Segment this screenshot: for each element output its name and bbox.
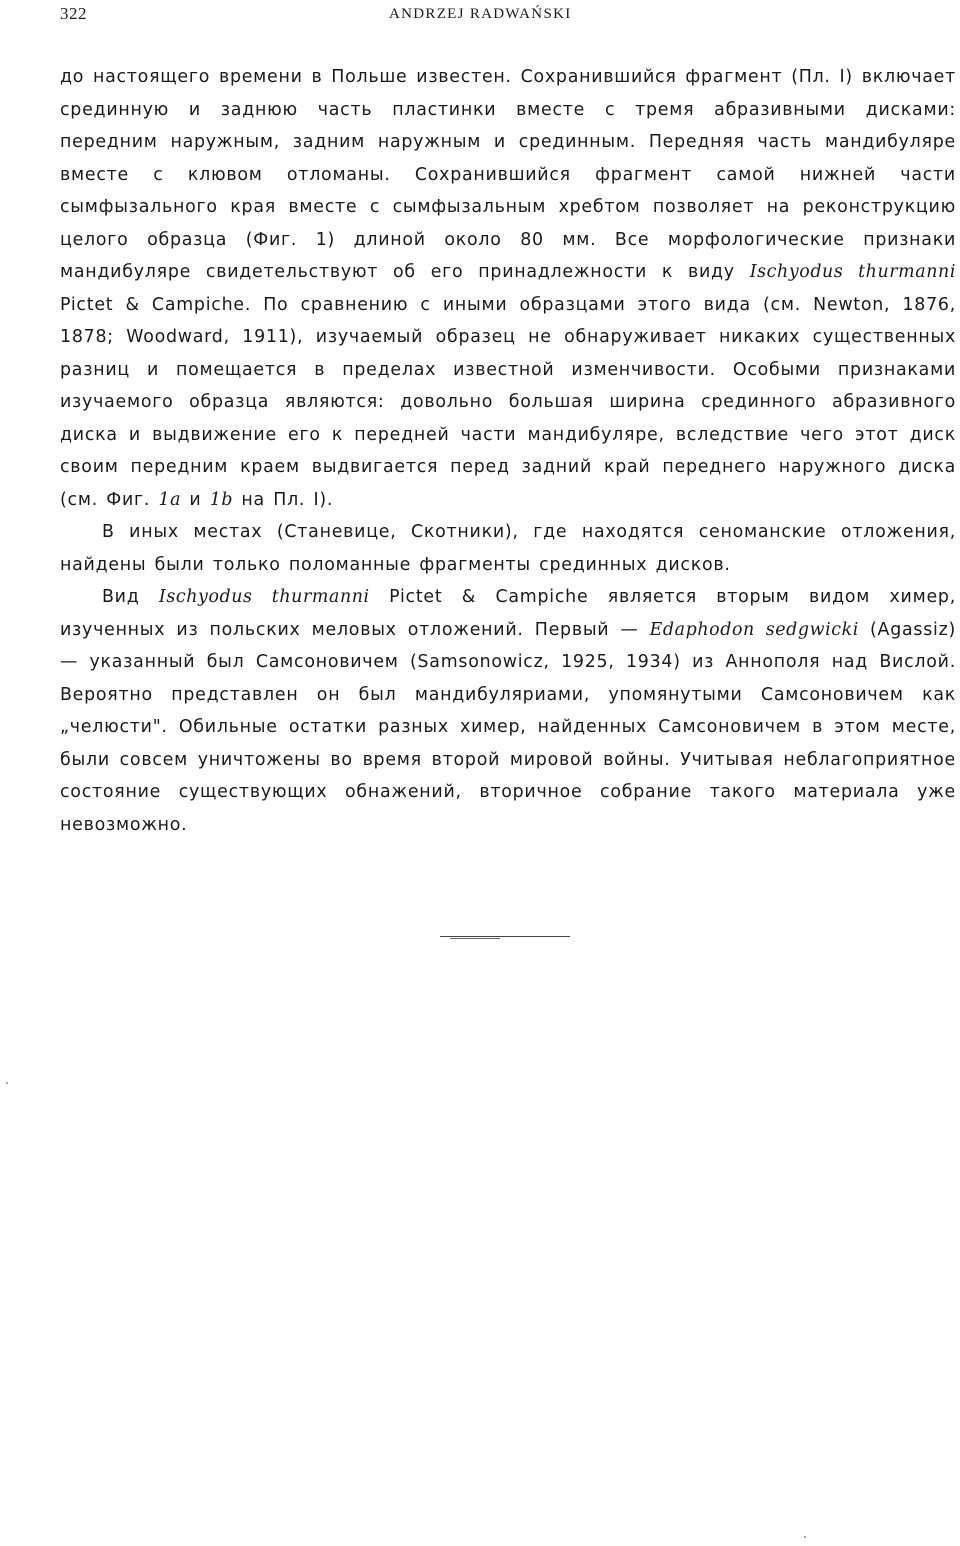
paragraph — [60, 581, 956, 841]
page-number: 322 — [60, 4, 87, 23]
italic-term: Ischyodus thurmanni — [749, 262, 956, 282]
page-header — [60, 4, 960, 28]
section-end-rule — [440, 936, 570, 937]
text-run: Вид — [102, 587, 159, 607]
text-run: Pictet & Campiche является вторым видом химер, изученных из польских меловых отложений. Первый — — [60, 587, 956, 640]
text-run: Pictet & Campiche. По сравнению с иными образцами этого вида (см. Newton, 1876, 1878; Woodward, 1911), изучаемый образец не обнаруживает никаких существенных разниц и помещается в пределах известной изменчивости. Особыми признаками изучаемого образца являются: довольно большая ширина срединного абразивного диска и выдвижение его к передней части мандибуляре, вследствие чего этот диск своим передним краем выдвигается перед задний край переднего наружного диска (см. Фиг. — [60, 294, 956, 510]
italic-term: 1b — [209, 489, 234, 510]
paragraph — [60, 61, 956, 516]
text-run: и — [181, 489, 210, 510]
text-run: В иных местах (Станевице, Скотники), где находятся сеноманские отложения, найдены были только поломанные фрагменты срединных дисков. — [60, 522, 956, 575]
scan-speck — [804, 1536, 806, 1538]
paragraph — [60, 516, 956, 581]
italic-term: Ischyodus thurmanni — [158, 587, 370, 607]
body-text — [60, 61, 956, 841]
running-head: ANDRZEJ RADWAŃSKI — [389, 6, 572, 22]
italic-term: 1a — [158, 489, 182, 510]
scan-speck — [6, 1082, 8, 1084]
text-run: на Пл. I). — [233, 489, 334, 510]
italic-term: Edaphodon sedgwicki — [649, 619, 859, 640]
text-run: до настоящего времени в Польше известен. Сохранившийся фрагмент (Пл. I) включает срединную и заднюю часть пластинки вместе с тремя абразивными дисками: передним наружным, задним наружным и срединным. Передняя часть мандибуляре вместе с клювом отломаны. Сохранившийся фрагмент самой нижней части сымфызального края вместе с сымфызальным хребтом позволяет на реконструкцию целого образца (Фиг. 1) длиной около 80 мм. Все морфологические признаки мандибуляре свидетельствуют об его принадлежности к виду — [60, 67, 956, 282]
text-run: (Agassiz) — указанный был Самсоновичем (Samsonowicz, 1925, 1934) из Аннополя над Вислой. Вероятно представлен он был мандибуляриами, упомянутыми Самсоновичем как „челюсти". Обильные остатки разных химер, найденных Самсоновичем в этом месте, были совсем уничтожены во время второй мировой войны. Учитывая неблагоприятное состояние существующих обнажений, вторичное собрание такого материала уже невозможно. — [60, 619, 957, 835]
